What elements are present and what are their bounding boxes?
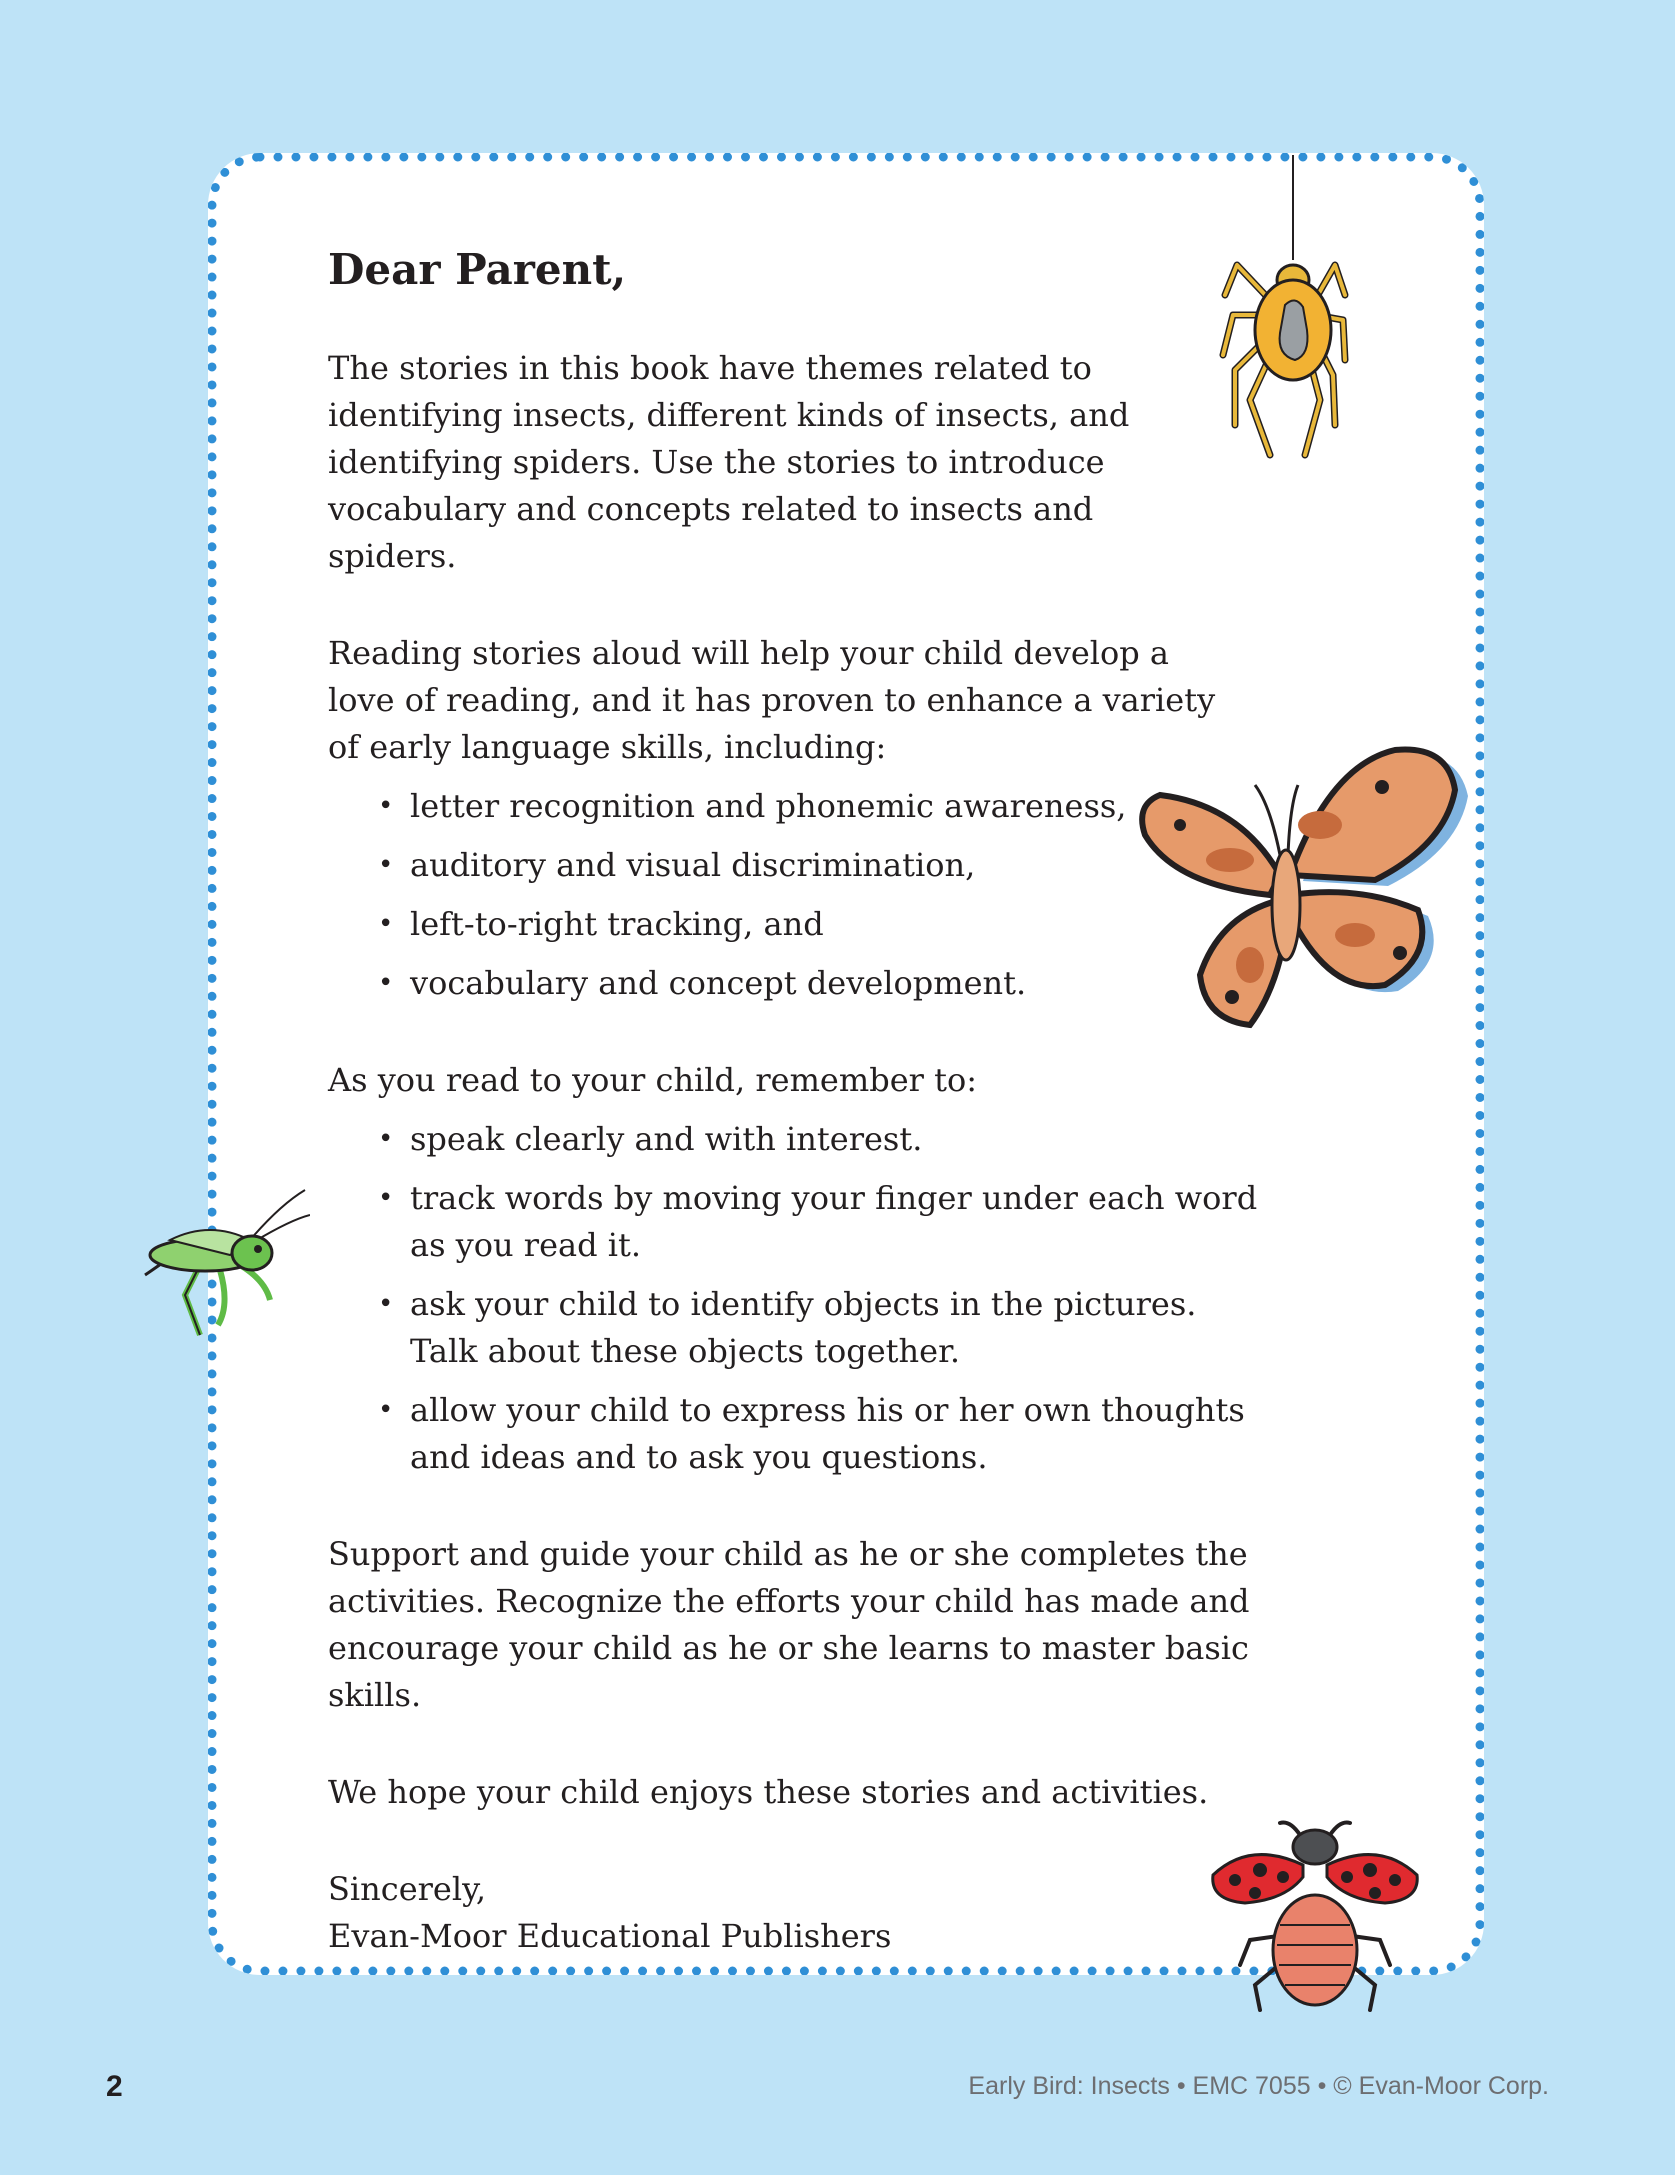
spider-icon xyxy=(1215,155,1350,465)
ladybug-icon xyxy=(1205,1815,1425,2020)
remember-paragraph: As you read to your child, remember to: xyxy=(328,1061,977,1099)
list-item: • auditory and visual discrimination, xyxy=(328,842,1328,889)
list-item: • left-to-right tracking, and xyxy=(328,901,1328,948)
list-item: • track words by moving your finger under each word as you read it. xyxy=(328,1175,1268,1269)
support-paragraph: Support and guide your child as he or she completes the activities. Recognize the efforts your child has made and encourage your child as he or she learns to master basic skills. xyxy=(328,1535,1250,1714)
butterfly-icon xyxy=(1130,745,1475,1035)
hope-paragraph: We hope your child enjoys these stories and activities. xyxy=(328,1773,1209,1811)
signature: Evan-Moor Educational Publishers xyxy=(328,1917,892,1955)
page-number: 2 xyxy=(106,2070,123,2103)
list-item: • ask your child to identify objects in the pictures. Talk about these objects together. xyxy=(328,1281,1268,1375)
grasshopper-icon xyxy=(140,1185,310,1340)
footer-credit: Early Bird: Insects • EMC 7055 • © Evan-Moor Corp. xyxy=(968,2072,1549,2100)
parent-letter xyxy=(328,240,1328,1960)
list-item: • allow your child to express his or her own thoughts and ideas and to ask you questions. xyxy=(328,1387,1268,1481)
tips-list xyxy=(328,1116,1268,1481)
intro-paragraph: The stories in this book have themes related to identifying insects, different kinds of insects, and identifying spiders. Use the stories to introduce vocabulary and concepts related to insects and spiders. xyxy=(328,349,1130,575)
reading-paragraph: Reading stories aloud will help your child develop a love of reading, and it has proven to enhance a variety of early language skills, including: xyxy=(328,634,1216,766)
list-item: • letter recognition and phonemic awareness, xyxy=(328,783,1328,830)
list-item: • speak clearly and with interest. xyxy=(328,1116,1268,1163)
closing: Sincerely, xyxy=(328,1870,487,1908)
list-item: • vocabulary and concept development. xyxy=(328,960,1328,1007)
greeting: Dear Parent, xyxy=(328,245,627,294)
